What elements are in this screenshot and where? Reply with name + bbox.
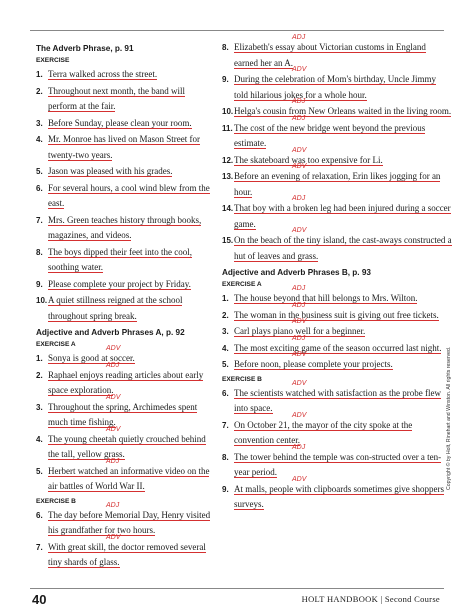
handwritten-annotation: ADV xyxy=(292,227,307,234)
answer-item xyxy=(222,351,452,373)
right-column xyxy=(222,34,452,514)
item-text: Sonya is good at soccer. xyxy=(48,353,135,363)
item-number: 11. xyxy=(222,123,233,133)
answer-item xyxy=(222,411,452,449)
item-number: 4. xyxy=(222,343,229,353)
item-number: 6. xyxy=(36,183,43,193)
item-number: 6. xyxy=(222,388,229,398)
handwritten-annotation: ADV xyxy=(106,533,121,541)
answer-item xyxy=(222,443,452,481)
answer-item xyxy=(222,195,452,232)
answer-item xyxy=(36,213,216,244)
item-number: 13. xyxy=(222,172,234,181)
item-text: Please complete your project by Friday. xyxy=(48,278,191,289)
item-number: 9. xyxy=(222,75,229,84)
footer-rule xyxy=(30,588,444,589)
section-title: Adjective and Adverb Phrases B, p. 93 xyxy=(222,268,371,277)
answer-item xyxy=(36,345,216,367)
item-text: The young cheetah quietly crouched behind the tall, yellow grass. xyxy=(48,433,206,459)
answer-item xyxy=(36,245,216,276)
item-number: 1. xyxy=(222,294,229,303)
answer-item xyxy=(222,334,452,357)
item-text: Mr. Monroe has lived on Mason Street for twenty-two years. xyxy=(48,134,200,160)
item-number: 2. xyxy=(222,310,229,320)
answer-item xyxy=(36,67,216,83)
item-text: The woman in the business suit is giving out free tickets. xyxy=(234,309,439,320)
item-text: The most exciting game of the season occurred last night. xyxy=(234,342,442,353)
item-number: 12. xyxy=(222,155,234,165)
answer-item xyxy=(222,146,452,169)
item-text: Terra walked across the street. xyxy=(48,69,158,79)
item-text: The day before Memorial Day, Henry visited his grandfather for two hours. xyxy=(48,509,211,535)
item-number: 8. xyxy=(222,452,229,462)
item-text: The boys dipped their feet into the cool, soothing water. xyxy=(48,246,192,272)
item-number: 4. xyxy=(36,434,43,444)
answer-list xyxy=(222,34,452,264)
item-number: 5. xyxy=(222,360,229,369)
section-title: The Adverb Phrase, p. 91 xyxy=(36,44,134,53)
top-rule xyxy=(30,30,444,31)
handwritten-annotation: ADJ xyxy=(106,457,120,465)
exercise-label: EXERCISE B xyxy=(36,497,76,505)
answer-item xyxy=(222,114,452,152)
item-number: 3. xyxy=(36,118,43,128)
item-number: 8. xyxy=(36,247,43,257)
answer-item xyxy=(222,163,452,200)
handwritten-annotation: ADJ xyxy=(292,114,306,122)
handwritten-annotation: ADJ xyxy=(106,501,120,509)
handwritten-annotation: ADJ xyxy=(292,443,306,451)
answer-item xyxy=(222,475,452,513)
item-text: The skateboard was too expensive for Li. xyxy=(234,154,383,165)
item-number: 7. xyxy=(36,542,43,552)
item-number: 1. xyxy=(36,354,43,363)
item-number: 4. xyxy=(36,135,43,144)
item-text: Mrs. Green teaches history through books, magazines, and videos. xyxy=(48,214,202,240)
handwritten-annotation: ADV xyxy=(292,66,307,73)
item-text: Before Sunday, please clean your room. xyxy=(48,117,192,128)
handwritten-annotation: ADV xyxy=(292,146,307,154)
item-text: On the beach of the tiny island, the cast-aways constructed a hut of leaves and grass. xyxy=(234,235,452,261)
item-text: Throughout next month, the band will perform at the fair. xyxy=(48,85,185,111)
answer-item xyxy=(222,66,452,103)
item-text: For several hours, a cool wind blew from the east. xyxy=(48,182,210,208)
answer-item xyxy=(36,425,216,463)
item-number: 5. xyxy=(36,466,43,476)
item-text: With great skill, the doctor removed several tiny shards of glass. xyxy=(48,541,206,567)
handwritten-annotation: ADV xyxy=(106,393,121,401)
item-number: 7. xyxy=(222,420,229,430)
page-number: 40 xyxy=(32,592,47,607)
handwritten-annotation: ADV xyxy=(106,425,121,433)
handwritten-annotation: ADJ xyxy=(292,301,306,309)
exercise-label: EXERCISE xyxy=(36,57,70,64)
answer-item xyxy=(222,318,452,340)
exercise-label: EXERCISE A xyxy=(222,281,262,288)
answer-item xyxy=(222,301,452,324)
handwritten-annotation: ADV xyxy=(292,351,307,358)
item-text: The scientists watched with satisfaction as the probe flew into space. xyxy=(234,387,441,413)
page-footer xyxy=(0,580,474,613)
item-text: Herbert watched an informative video on the air battles of World War II. xyxy=(48,465,210,491)
item-number: 2. xyxy=(36,86,43,96)
answer-item xyxy=(36,132,216,163)
handwritten-annotation: ADJ xyxy=(106,361,120,369)
item-text: During the celebration of Mom's birthday, Uncle Jimmy told hilarious jokes for a whole hour. xyxy=(234,74,436,100)
handwritten-annotation: ADJ xyxy=(292,98,306,105)
item-text: Before noon, please complete your projects. xyxy=(234,359,393,369)
item-text: The house beyond that hill belongs to Mrs. Wilton. xyxy=(234,293,418,303)
copyright-notice: Copyright © by Holt, Rinehart and Winston. All rights reserved. xyxy=(446,346,452,490)
item-number: 8. xyxy=(222,43,229,52)
item-number: 5. xyxy=(36,167,43,176)
answer-list xyxy=(36,67,216,324)
item-text: Before an evening of relaxation, Erin likes jogging for an hour. xyxy=(234,171,441,197)
item-number: 15. xyxy=(222,236,234,245)
handwritten-annotation: ADV xyxy=(292,475,307,483)
answer-item xyxy=(36,533,216,571)
item-number: 3. xyxy=(222,327,229,336)
handwritten-annotation: ADJ xyxy=(292,334,306,342)
answer-item xyxy=(222,34,452,71)
item-text: Jason was pleased with his grades. xyxy=(48,166,173,176)
answer-item xyxy=(36,393,216,431)
item-number: 6. xyxy=(36,510,43,520)
item-text: On October 21, the mayor of the city spoke at the convention center. xyxy=(234,419,413,445)
handwritten-annotation: ADJ xyxy=(292,195,306,202)
handwritten-annotation: ADJ xyxy=(292,285,306,292)
answer-list xyxy=(36,345,216,495)
item-number: 2. xyxy=(36,370,43,380)
item-number: 3. xyxy=(36,402,43,412)
answer-item xyxy=(222,285,452,307)
item-text: That boy with a broken leg had been injured during a soccer game. xyxy=(234,203,451,229)
answer-item xyxy=(222,98,452,120)
item-number: 7. xyxy=(36,215,43,225)
item-text: Carl plays piano well for a beginner. xyxy=(234,326,366,336)
item-number: 1. xyxy=(36,70,43,79)
item-number: 10. xyxy=(36,296,48,305)
answer-item xyxy=(222,227,452,264)
exercise-label: EXERCISE A xyxy=(36,341,76,348)
section-title: Adjective and Adverb Phrases A, p. 92 xyxy=(36,328,185,337)
answer-list xyxy=(222,285,452,373)
item-text: Throughout the spring, Archimedes spent much time fishing. xyxy=(48,401,198,427)
answer-item xyxy=(36,457,216,495)
answer-item xyxy=(36,84,216,115)
item-number: 14. xyxy=(222,204,234,213)
handwritten-annotation: ADV xyxy=(292,163,307,170)
left-column xyxy=(36,40,216,572)
handwritten-annotation: ADJ xyxy=(292,34,306,41)
handwritten-annotation: ADV xyxy=(106,345,121,352)
handwritten-annotation: ADV xyxy=(292,379,307,387)
answer-item xyxy=(36,293,216,324)
item-text: A quiet stillness reigned at the school throughout spring break. xyxy=(48,295,183,321)
answer-item xyxy=(36,116,216,132)
item-text: The tower behind the temple was con-structed over a ten-year period. xyxy=(234,451,442,477)
item-number: 9. xyxy=(36,279,43,289)
answer-item xyxy=(36,361,216,399)
item-text: Raphael enjoys reading articles about early space exploration. xyxy=(48,369,204,395)
answer-item xyxy=(36,164,216,180)
item-text: Elizabeth's essay about Victorian customs in England earned her an A. xyxy=(234,42,426,68)
answer-item xyxy=(36,181,216,212)
book-title: HOLT HANDBOOK | Second Course xyxy=(301,594,440,604)
item-text: Helga's cousin from New Orleans waited in the living room. xyxy=(234,106,452,116)
exercise-label: EXERCISE B xyxy=(222,375,262,383)
item-text: At malls, people with clipboards sometimes give shoppers surveys. xyxy=(234,483,444,509)
item-text: The cost of the new bridge went beyond the previous estimate. xyxy=(234,122,426,148)
handwritten-annotation: ADV xyxy=(292,411,307,419)
item-number: 10. xyxy=(222,107,234,116)
answer-item xyxy=(36,277,216,293)
item-number: 9. xyxy=(222,484,229,494)
handwritten-annotation: ADV xyxy=(292,318,307,325)
